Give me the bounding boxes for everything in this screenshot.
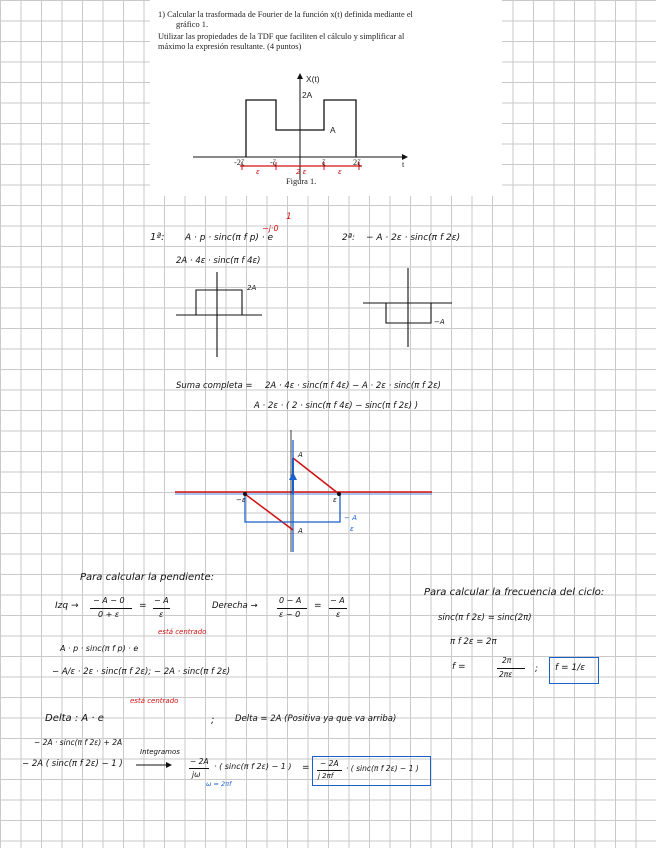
freq-line-3-bar	[497, 668, 525, 669]
slope-der-eq: =	[314, 601, 322, 611]
step1-line2: 2A · 4ε · sinc(π f 4ε)	[176, 256, 261, 266]
step1-exponent-num: 1	[286, 212, 292, 222]
sum-line-2: A · 2ε · ( 2 · sinc(π f 4ε) − sinc(π f 2ε) )	[254, 401, 419, 411]
step1-label: 1ª:	[150, 232, 165, 243]
deriv-left-tick: −ε	[236, 496, 246, 504]
freq-line-3-den: 2πε	[499, 670, 513, 679]
fig1-tick-pos2: 2ζ	[353, 158, 361, 167]
problem-line-2: gráfico 1.	[176, 20, 209, 29]
problem-line-3: Utilizar las propiedades de la TDF que faciliten el cálculo y simplificar al	[158, 32, 405, 41]
deriv-blue-num: − A	[344, 514, 357, 522]
fig1-caption: Figura 1.	[286, 177, 317, 186]
step1-formula: A · p · sinc(π f p) · e	[185, 233, 274, 243]
deriv-top-label: A	[298, 451, 303, 459]
step1-exponent: −j·0	[262, 224, 279, 233]
result-a-den: jω	[192, 770, 201, 779]
slope-line-d: − 2A ( sinc(π f 2ε) − 1 )	[22, 759, 123, 769]
step2-formula: − A · 2ε · sinc(π f 2ε)	[366, 233, 461, 243]
fig1-y-label: X(t)	[306, 74, 320, 84]
freq-line-3-lhs: f =	[452, 662, 466, 672]
final-num: − 2A	[320, 759, 339, 768]
freq-line-1: sinc(π f 2ε) = sinc(2π)	[438, 613, 532, 623]
sum-line-1: 2A · 4ε · sinc(π f 4ε) − A · 2ε · sinc(π f 2ε)	[265, 381, 441, 391]
freq-line-3-num: 2π	[502, 656, 512, 665]
slope-izq-label: Izq →	[55, 601, 79, 611]
step2-plot-label: −A	[434, 318, 445, 326]
fig1-level-high: 2A	[302, 90, 313, 100]
final-eq: =	[302, 763, 310, 773]
result-a-num: − 2A	[190, 757, 209, 766]
slope-der-res-num: − A	[330, 596, 345, 605]
slope-der-num: 0 − A	[279, 596, 302, 605]
slope-semicolon: ;	[211, 715, 215, 726]
slope-delta-label: Delta : A · e	[45, 713, 104, 724]
slope-integrate: Integramos	[140, 748, 180, 756]
slope-der-res-den: ε	[336, 610, 341, 619]
slope-izq-num: − A − 0	[93, 596, 125, 605]
slope-line-b: − A/ε · 2ε · sinc(π f 2ε); − 2A · sinc(π f 2ε)	[52, 667, 231, 677]
slope-der-label: Derecha →	[212, 601, 258, 611]
fig1-red-mark-2: 2 ε	[296, 168, 307, 176]
slope-izq-eq: =	[139, 601, 147, 611]
result-a-tail: · ( sinc(π f 2ε) − 1 )	[214, 762, 292, 771]
fig1-tick-neg1: -ζ	[270, 158, 277, 167]
final-tail: · ( sinc(π f 2ε) − 1 )	[346, 764, 419, 773]
problem-line-1: 1) Calcular la trasformada de Fourier de la función x(t) definida mediante el	[158, 10, 413, 19]
result-a-bar	[189, 768, 209, 769]
slope-line-a: A · p · sinc(π f p) · e	[60, 644, 139, 653]
slope-line-c: − 2A · sinc(π f 2ε) + 2A	[34, 738, 123, 747]
fig1-red-mark-3: ε	[338, 168, 342, 176]
step2-label: 2ª:	[342, 233, 355, 243]
fig1-level-low: A	[330, 125, 336, 135]
sum-label: Suma completa =	[176, 381, 253, 391]
slope-note-a: está centrado	[158, 628, 207, 636]
freq-final: f = 1/ε	[555, 663, 586, 673]
problem-line-4: máximo la expresión resultante. (4 puntos)	[158, 42, 302, 51]
final-bar	[317, 770, 342, 771]
freq-title: Para calcular la frecuencia del ciclo:	[424, 587, 605, 598]
slope-der-den: ε − 0	[279, 610, 301, 619]
freq-line-2: π f 2ε = 2π	[450, 637, 497, 647]
slope-title: Para calcular la pendiente:	[80, 572, 214, 583]
omega-note: ω = 2πf	[206, 780, 232, 788]
final-den: j 2πf	[318, 772, 334, 780]
freq-semicolon: ;	[535, 664, 539, 674]
fig1-tick-neg2: -2ζ	[234, 158, 245, 167]
fig1-red-mark-1: ε	[256, 168, 260, 176]
slope-izq-den: 0 + ε	[98, 610, 120, 619]
fig1-t-label: t	[402, 160, 405, 169]
slope-izq-res-num: − A	[154, 596, 169, 605]
fig1-tick-pos1: ζ	[322, 158, 326, 167]
slope-delta2: Delta = 2A (Positiva ya que va arriba)	[235, 714, 397, 724]
deriv-right-tick: ε	[333, 496, 337, 504]
deriv-blue-den: ε	[350, 525, 354, 533]
step1-plot-label: 2A	[247, 284, 257, 292]
slope-note-b: está centrado	[130, 697, 179, 705]
deriv-bottom-label: A	[298, 527, 303, 535]
slope-izq-res-den: ε	[159, 610, 164, 619]
